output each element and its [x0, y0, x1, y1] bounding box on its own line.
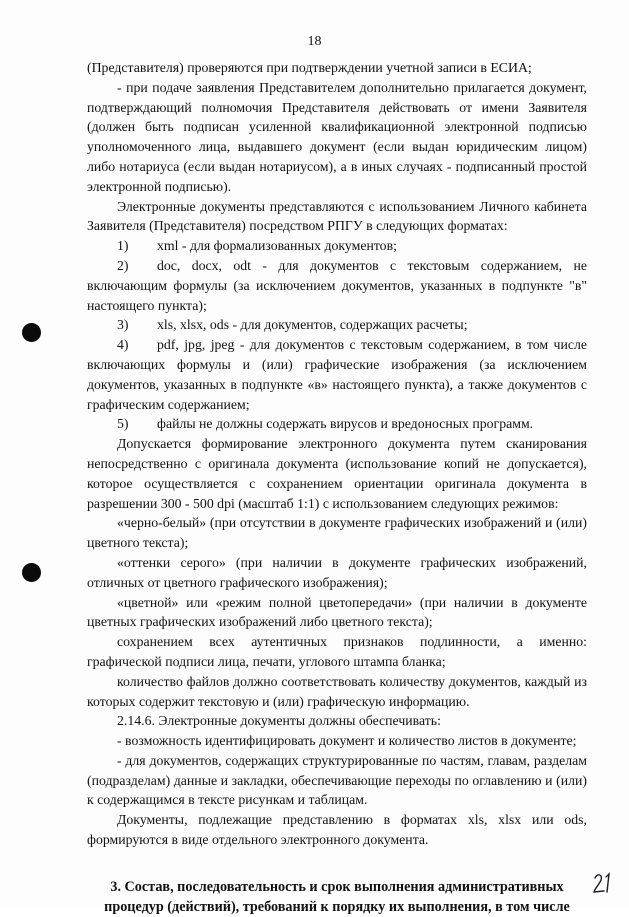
- punch-hole-mark: [22, 563, 41, 582]
- section-heading: 3. Состав, последовательность и срок выполнения административных процедур (действий), требований к порядку их выполнения, в том числе: [104, 878, 570, 915]
- list-item: [87, 315, 587, 335]
- paragraph: Электронные документы представляются с использованием Личного кабинета Заявителя (Представителя) посредством РПГУ в следующих форматах:: [87, 198, 587, 234]
- list-item-number: 5): [117, 416, 129, 432]
- paragraph: (Представителя) проверяются при подтверждении учетной записи в ЕСИА;: [87, 60, 532, 75]
- paragraph: «черно-белый» (при отсутствии в документе графических изображений и (или) цветного текста);: [87, 515, 587, 551]
- list-item-text: xml - для формализованных документов;: [157, 238, 397, 254]
- paragraph: Допускается формирование электронного документа путем сканирования непосредственно с оригинала документа (использование копий не допускается), которое осуществляется с сохранением ориентации оригинала документа в разрешении 300 - 500 dpi (масштаб 1:1) с использованием следующих режимов:: [87, 436, 587, 511]
- list-item-text: xls, xlsx, ods - для документов, содержащих расчеты;: [157, 317, 468, 333]
- handwritten-page-mark: [592, 871, 614, 895]
- paragraph: «оттенки серого» (при наличии в документе графических изображений, отличных от цветного графического изображения);: [87, 554, 587, 590]
- list-item-text: doc, docx, odt - для документов с текстовым содержанием, не включающим формулы (за исключением документов, указанных в подпункте "в" настоящего пункта);: [87, 257, 587, 313]
- list-item-number: 4): [117, 337, 129, 353]
- list-item-number: 2): [117, 257, 129, 273]
- punch-hole-mark: [22, 323, 41, 342]
- paragraph: Документы, подлежащие представлению в форматах xls, xlsx или ods, формируются в виде отдельного электронного документа.: [87, 812, 587, 848]
- list-item-number: 1): [117, 238, 129, 254]
- list-item: [87, 335, 587, 414]
- page-number: 18: [307, 34, 322, 49]
- paragraph: количество файлов должно соответствовать количеству документов, каждый из которых содержит текстовую и (или) графическую информацию.: [87, 673, 587, 709]
- paragraph: сохранением всех аутентичных признаков подлинности, а именно: графической подписи лица, печати, углового штампа бланка;: [87, 634, 587, 669]
- list-item: [87, 236, 587, 256]
- list-item-number: 3): [117, 317, 129, 333]
- section-number-paragraph: 2.14.6. Электронные документы должны обеспечивать:: [117, 713, 441, 729]
- paragraph: - для документов, содержащих структурированные по частям, главам, разделам (подразделам) данные и закладки, обеспечивающие переходы по оглавлению и (или) к содержащимся в тексте рисункам и таблицам.: [87, 752, 587, 808]
- list-item-text: файлы не должны содержать вирусов и вредоносных программ.: [157, 416, 534, 432]
- list-item: [87, 256, 587, 315]
- list-item: [87, 414, 587, 434]
- document-body: [87, 58, 587, 917]
- paragraph: «цветной» или «режим полной цветопередачи» (при наличии в документе цветных графических изображений либо цветного текста);: [87, 594, 587, 630]
- paragraph: - при подаче заявления Представителем дополнительно прилагается документ, подтверждающий полномочия Представителя действовать от имени Заявителя (должен быть подписан усиленной квалификационной электронной подписью уполномоченного лица, выдавшего документ (если выдан юридическим лицом) либо нотариуса (если выдан нотариусом), а в иных случаях - подписанный простой электронной подписью).: [87, 79, 587, 194]
- paragraph: - возможность идентифицировать документ и количество листов в документе;: [117, 733, 577, 749]
- list-item-text: pdf, jpg, jpeg - для документов с текстовым содержанием, в том числе включающих формулы и (или) графические изображения (за исключением документов, указанных в подпункте «в» настоящего пункта), а также документов с графическим содержанием;: [87, 337, 587, 412]
